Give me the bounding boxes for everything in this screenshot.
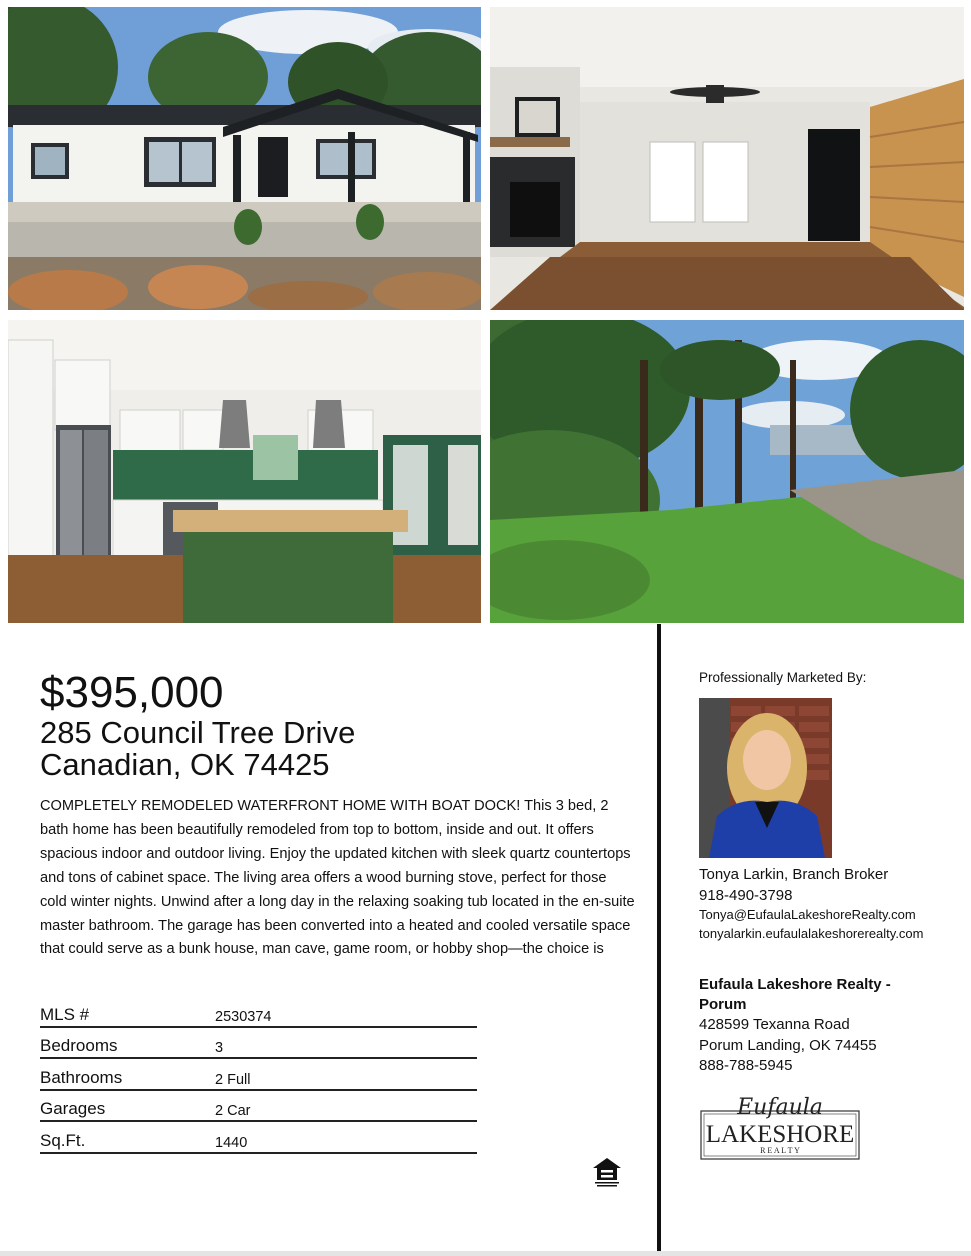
photo-kitchen	[8, 320, 481, 623]
fact-row-sqft	[40, 1122, 477, 1154]
office-name: Eufaula Lakeshore Realty - Porum	[699, 976, 891, 1013]
agent-website[interactable]: tonyalarkin.eufaulalakeshorerealty.com	[699, 926, 924, 941]
fact-row-bedrooms	[40, 1028, 477, 1060]
fact-label: Bathrooms	[40, 1067, 123, 1087]
fact-label: MLS #	[40, 1004, 90, 1024]
company-logo	[700, 1094, 860, 1160]
fact-value: 1440	[215, 1134, 248, 1151]
property-facts-table	[40, 996, 477, 1154]
fact-value: 3	[215, 1040, 224, 1057]
fact-value: 2 Car	[215, 1103, 251, 1120]
photo-lake-view	[490, 320, 964, 623]
marketed-by-label: Professionally Marketed By:	[699, 670, 867, 685]
fact-label: Garages	[40, 1099, 106, 1119]
fact-label: Sq.Ft.	[40, 1130, 86, 1150]
agent-phone[interactable]: 918-490-3798	[699, 887, 793, 904]
fact-label: Bedrooms	[40, 1036, 118, 1056]
photo-house-exterior	[8, 7, 481, 310]
agent-email[interactable]: Tonya@EufaulaLakeshoreRealty.com	[699, 907, 916, 922]
address-street: 285 Council Tree Drive	[40, 715, 356, 750]
fact-value: 2530374	[215, 1008, 272, 1025]
photo-living-room	[490, 7, 964, 310]
logo-main-text: LAKESHORE	[705, 1121, 855, 1148]
logo-script-text: Eufaula	[737, 1095, 823, 1120]
office-city: Porum Landing, OK 74455	[699, 1037, 877, 1054]
fact-row-garages	[40, 1091, 477, 1123]
office-phone[interactable]: 888-788-5945	[699, 1057, 793, 1074]
equal-housing-icon	[591, 1156, 623, 1188]
fact-row-bathrooms	[40, 1059, 477, 1091]
column-divider	[657, 624, 661, 1252]
bottom-rule	[0, 1251, 971, 1256]
agent-photo	[699, 698, 832, 858]
fact-value: 2 Full	[215, 1071, 251, 1088]
fact-row-mls	[40, 996, 477, 1028]
office-street: 428599 Texanna Road	[699, 1016, 850, 1033]
listing-description: COMPLETELY REMODELED WATERFRONT HOME WITH BOAT DOCK! This 3 bed, 2 bath home has been beautifully remodeled from top to bottom, inside and out. It offers spacious indoor and outdoor living. Enjoy the updated kitchen with sleek quartz countertops and tons of cabinet space. The living area offers a wood burning stove, perfect for those cold winter nights. Unwind after a long day in the relaxing soaking tub located in the en-suite master bathroom. The garage has been converted into a heated and cooled versatile space that could serve as a bunk house, man cave, game room, or hobby shop—the choice is	[40, 798, 635, 958]
listing-price: $395,000	[40, 668, 224, 717]
agent-name: Tonya Larkin, Branch Broker	[699, 866, 889, 883]
logo-sub-text: R E A L T Y	[760, 1146, 800, 1155]
address-city: Canadian, OK 74425	[40, 747, 330, 782]
